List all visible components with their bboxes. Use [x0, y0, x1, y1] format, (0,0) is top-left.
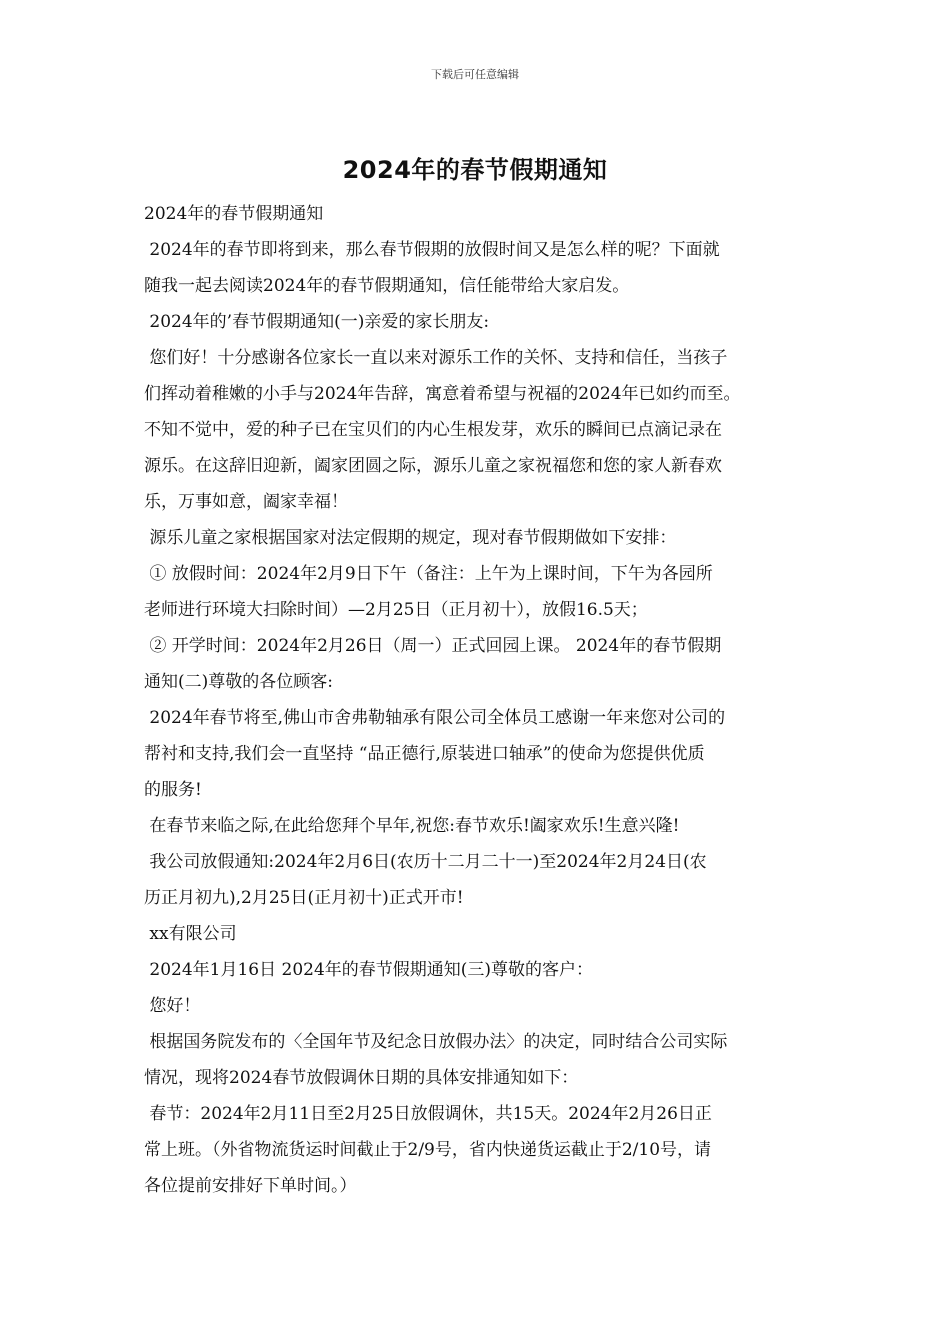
body-line: 2024年的春节假期通知 [144, 204, 324, 224]
body-line: 您好！ [144, 996, 201, 1016]
body-line: 情况，现将2024春节放假调休日期的具体安排通知如下： [144, 1068, 579, 1088]
header-note: 下载后可任意编辑 [431, 68, 519, 81]
document-title: 2024年的春节假期通知 [342, 156, 608, 184]
body-line: 2024年的’春节假期通知(一)亲爱的家长朋友: [144, 312, 490, 332]
body-line: 您们好！十分感谢各位家长一直以来对源乐工作的关怀、支持和信任，当孩子 [144, 348, 728, 368]
body-line: ① 放假时间：2024年2月9日下午（备注：上午为上课时间，下午为各园所 [144, 564, 713, 584]
body-line: 春节：2024年2月11日至2月25日放假调休，共15天。2024年2月26日正 [144, 1104, 712, 1124]
body-line: xx有限公司 [144, 924, 237, 944]
body-line: 帮衬和支持,我们会一直坚持 “品正德行,原装进口轴承”的使命为您提供优质 [144, 744, 705, 764]
body-line: 各位提前安排好下单时间。） [144, 1176, 357, 1196]
body-line: ② 开学时间：2024年2月26日（周一）正式回园上课。 2024年的春节假期 [144, 636, 722, 656]
body-line: 源乐。在这辞旧迎新，阖家团圆之际，源乐儿童之家祝福您和您的家人新春欢 [144, 456, 722, 476]
body-line: 历正月初九),2月25日(正月初十)正式开市! [144, 888, 464, 908]
body-line: 常上班。（外省物流货运时间截止于2/9号，省内快递货运截止于2/10号，请 [144, 1140, 712, 1160]
body-line: 我公司放假通知:2024年2月6日(农历十二月二十一)至2024年2月24日(农 [144, 852, 707, 872]
body-line: 随我一起去阅读2024年的春节假期通知，信任能带给大家启发。 [144, 276, 630, 296]
body-line: 2024年1月16日 2024年的春节假期通知(三)尊敬的客户： [144, 960, 594, 980]
body-line: 通知(二)尊敬的各位顾客: [144, 672, 333, 692]
document-body [144, 196, 814, 1204]
body-line: 不知不觉中，爱的种子已在宝贝们的内心生根发芽，欢乐的瞬间已点滴记录在 [144, 420, 722, 440]
body-line: 2024年春节将至,佛山市舍弗勒轴承有限公司全体员工感谢一年来您对公司的 [144, 708, 726, 728]
body-line: 在春节来临之际,在此给您拜个早年,祝您:春节欢乐!阖家欢乐!生意兴隆! [144, 816, 680, 836]
body-line: 老师进行环境大扫除时间）—2月25日（正月初十），放假16.5天； [144, 600, 648, 620]
body-line: 的服务! [144, 780, 202, 800]
body-line: 2024年的春节即将到来，那么春节假期的放假时间又是怎么样的呢？下面就 [144, 240, 720, 260]
body-line: 们挥动着稚嫩的小手与2024年告辞，寓意着希望与祝福的2024年已如约而至。 [144, 384, 741, 404]
body-line: 乐，万事如意，阖家幸福！ [144, 492, 348, 512]
body-line: 根据国务院发布的〈全国年节及纪念日放假办法〉的决定，同时结合公司实际 [144, 1032, 728, 1052]
body-line: 源乐儿童之家根据国家对法定假期的规定，现对春节假期做如下安排： [144, 528, 677, 548]
